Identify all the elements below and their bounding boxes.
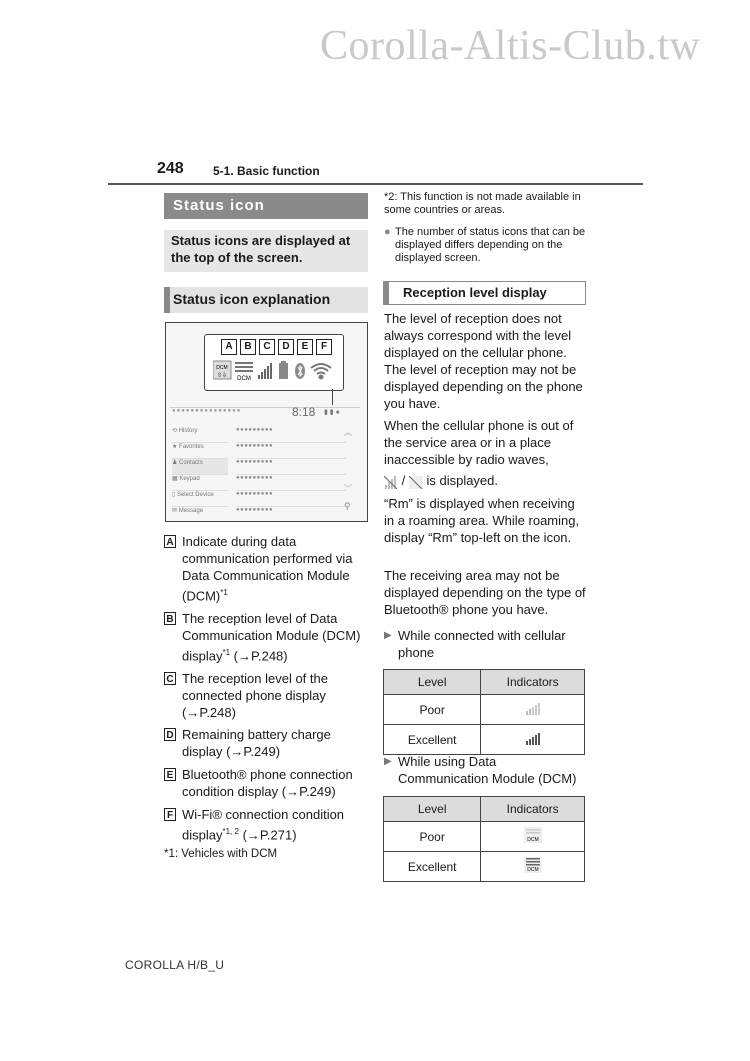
row-level: Excellent [384, 725, 481, 755]
triangle-bullet-icon: ▶ [384, 630, 392, 641]
para-2-line: / is displayed. [384, 472, 586, 489]
dcm-reception-icon [235, 362, 253, 382]
screen-status-mini: ▮ ▮ ● [324, 409, 340, 416]
callout-letter: C [259, 339, 275, 355]
header-rule [108, 183, 643, 185]
footnote-2: *2: This function is not made available in some countries or areas. [384, 191, 581, 216]
menu-item: ♟ Contacts [172, 459, 228, 475]
signal-poor-icon [525, 701, 541, 715]
table-phone [383, 669, 585, 755]
indicator-cell [481, 725, 585, 755]
dcm-excellent-icon [524, 857, 542, 873]
item-f: F Wi-Fi® connection condition display$^{*1, 2}$ (→P.271) [164, 806, 369, 843]
list-row: ●●●●●●●●● [236, 491, 346, 507]
signal-bars-icon [258, 363, 272, 379]
menu-item: ▯ Select Device [172, 491, 228, 507]
status-icons-row [213, 359, 337, 383]
sub-heading-dcm: ▶ While using Data Communication Module (DCM) [384, 754, 577, 786]
triangle-bullet-icon: ▶ [384, 756, 392, 767]
screen-dots: ●●●●●●●●●●●●●●● [172, 408, 242, 414]
row-level: Excellent [384, 852, 481, 882]
menu-item: ★ Favorites [172, 443, 228, 459]
para-2: When the cellular phone is out of the service area or in a place inaccessible by radio waves, [384, 418, 574, 467]
key-e: E [164, 768, 176, 781]
sub-heading-phone: ▶ While connected with cellular phone [384, 628, 566, 660]
page-number: 248 [157, 160, 184, 177]
list-row: ●●●●●●●●● [236, 459, 346, 475]
list-row: ●●●●●●●●● [236, 507, 274, 513]
key-b: B [164, 612, 176, 625]
callout-letter: B [240, 339, 256, 355]
menu-item: ▦ Keypad [172, 475, 228, 491]
callout-letter: F [316, 339, 332, 355]
no-signal-alt-icon [409, 476, 423, 489]
col-indicators: Indicators [481, 797, 585, 822]
footer-doc-id: COROLLA H/B_U [125, 958, 225, 972]
para-3: “Rm” is displayed when receiving in a roaming area. While roaming, display “Rm” top-left on the icon. [384, 496, 580, 545]
col-level: Level [384, 670, 481, 695]
bullet-dot-icon: ● [384, 226, 391, 238]
indicator-cell [481, 822, 585, 852]
reception-heading: Reception level display [383, 281, 586, 305]
svg-text:DCM: DCM [237, 376, 251, 382]
para-4: The receiving area may not be displayed depending on the type of Bluetooth® phone you have. [384, 568, 586, 617]
screen-illustration [165, 322, 368, 522]
scroll-down-icon: ︾ [344, 484, 352, 493]
dcm-comm-icon [213, 361, 231, 379]
list-row: ●●●●●●●●● [236, 443, 346, 459]
menu-item: ⟲ History [172, 427, 228, 443]
explanation-heading: Status icon explanation [164, 287, 368, 313]
callout-letters [221, 339, 332, 355]
indicator-cell [481, 695, 585, 725]
callout-letter: E [297, 339, 313, 355]
screen-menu [172, 427, 228, 522]
svg-text:⇧⇩: ⇧⇩ [216, 373, 228, 379]
no-signal-icon [384, 476, 398, 489]
para-1: The level of reception does not always correspond with the level displayed on the cellular phone. The level of reception may not be displayed depending on the phone you have. [384, 311, 583, 411]
indicator-cell [481, 852, 585, 882]
item-b: B The reception level of Data Communication Module (DCM) display$^{*1}$ (→P.248) [164, 610, 369, 664]
clock: 8:18 [292, 405, 316, 419]
bluetooth-icon [295, 363, 305, 379]
list-row: ●●●●●●●●● [236, 475, 346, 491]
note-bullet: ● The number of status icons that can be displayed differs depending on the displayed screen. [384, 226, 586, 264]
key-f: F [164, 808, 176, 821]
watermark: Corolla-Altis-Club.tw [320, 23, 701, 69]
intro-box: Status icons are displayed at the top of the screen. [164, 230, 368, 272]
item-e: E Bluetooth® phone connection condition display (→P.249) [164, 766, 369, 800]
row-level: Poor [384, 695, 481, 725]
dcm-poor-icon [524, 827, 542, 843]
menu-item: ✉ Message [172, 508, 204, 514]
key-c: C [164, 672, 176, 685]
col-indicators: Indicators [481, 670, 585, 695]
callout-pointer [332, 389, 333, 405]
wifi-icon [311, 364, 331, 379]
key-a: A [164, 535, 176, 548]
section-title: 5-1. Basic function [213, 164, 320, 178]
callout-letter: A [221, 339, 237, 355]
footnote-1: *1: Vehicles with DCM [164, 848, 278, 860]
search-icon: ⚲ [344, 501, 351, 511]
status-icon-heading: Status icon [164, 193, 368, 219]
item-d: D Remaining battery charge display (→P.249) [164, 726, 369, 760]
signal-excellent-icon [525, 731, 541, 745]
list-row: ●●●●●●●●● [236, 427, 346, 443]
callout-letter: D [278, 339, 294, 355]
col-level: Level [384, 797, 481, 822]
svg-text:DCM: DCM [216, 365, 228, 371]
scroll-up-icon: ︽ [344, 428, 352, 437]
item-a: A Indicate during data communication performed via Data Communication Module (DCM)$^{*1}$ [164, 533, 369, 604]
screen-list [236, 427, 346, 522]
svg-text:DCM: DCM [526, 837, 539, 843]
item-c: C The reception level of the connected phone display (→P.248) [164, 670, 369, 721]
callout-box [204, 334, 344, 391]
key-d: D [164, 728, 176, 741]
battery-icon [279, 361, 288, 379]
svg-text:DCM: DCM [526, 867, 539, 873]
row-level: Poor [384, 822, 481, 852]
table-dcm [383, 796, 585, 882]
